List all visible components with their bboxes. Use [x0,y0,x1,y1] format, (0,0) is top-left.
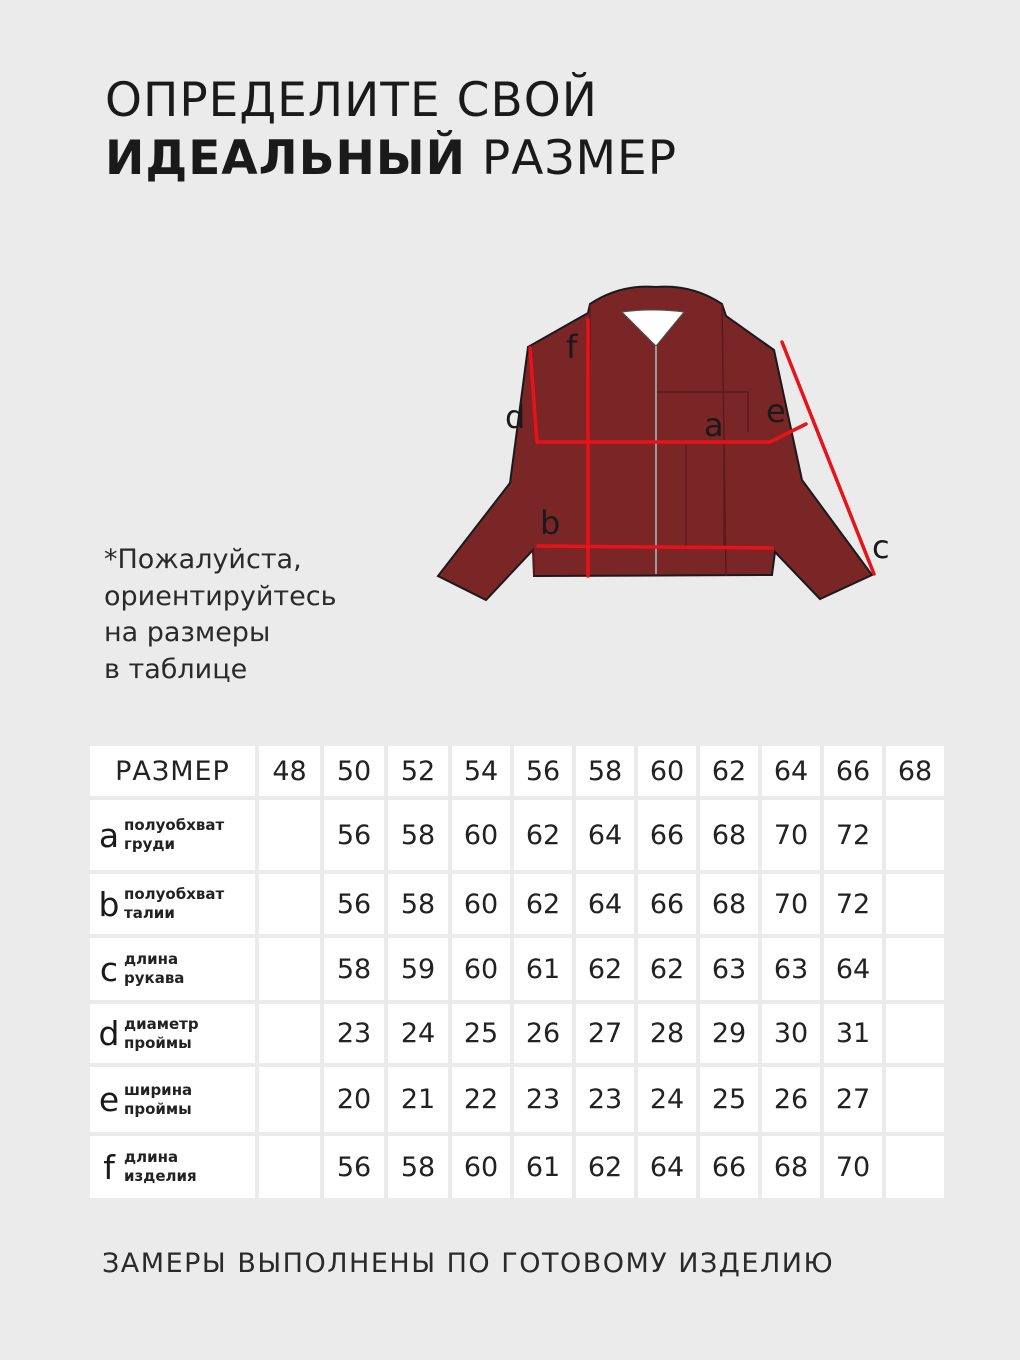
measurement-value-cell: 23 [576,1067,634,1132]
size-header-row [90,746,944,796]
note-line: ориентируйтесь [104,580,337,612]
measurement-value-cell: 62 [514,874,572,934]
measurement-value-cell [886,800,944,870]
measurement-letter: c [99,949,119,989]
measurement-value-cell: 23 [514,1067,572,1132]
measurement-value-cell: 64 [576,874,634,934]
measurement-value-cell: 66 [700,1136,758,1198]
measurement-value-cell [886,1004,944,1063]
measurement-value-cell: 58 [388,800,448,870]
size-header-cell: 60 [638,746,696,796]
measurement-letter: b [98,884,120,924]
measurement-value-cell: 56 [324,874,384,934]
measurement-value-cell: 61 [514,938,572,1000]
measurement-value-cell: 26 [762,1067,820,1132]
measurement-value-cell: 26 [514,1004,572,1063]
measurement-description-line: талии [124,904,175,922]
size-header-cell: 48 [259,746,320,796]
note-line: *Пожалуйста, [104,544,302,575]
measurement-value-cell: 58 [388,1136,448,1198]
measurement-value-cell: 56 [324,1136,384,1198]
measurement-label-cell [90,874,255,934]
measurement-value-cell [259,874,320,934]
measurement-row [90,800,944,870]
measurement-description-line: полуобхват [124,816,225,834]
size-header-cell: 52 [388,746,448,796]
measurement-value-cell: 28 [638,1004,696,1063]
measurement-letter: e [98,1080,120,1119]
measurement-description [124,1015,199,1053]
measurement-value-cell: 62 [576,1136,634,1198]
measurement-description [124,885,224,923]
size-header-cell: 64 [762,746,820,796]
jacket-diagram [430,280,910,610]
size-header-cell: 68 [886,746,944,796]
measurement-value-cell: 68 [700,874,758,934]
measurement-row [90,1004,944,1063]
measurement-description [124,816,224,854]
measurement-value-cell: 58 [388,874,448,934]
measurement-label-cell [90,800,255,870]
measurement-value-cell [259,938,320,1000]
measurement-description-line: груди [124,835,175,853]
measurement-value-cell: 56 [324,800,384,870]
measurement-value-cell: 23 [324,1004,384,1063]
measurement-value-cell: 72 [824,800,882,870]
measurement-value-cell: 66 [638,874,696,934]
measurement-value-cell: 63 [762,938,820,1000]
measurement-value-cell: 60 [452,874,510,934]
measurement-label-cell [90,1004,255,1063]
measurement-label-cell [90,1067,255,1132]
measurement-value-cell [886,874,944,934]
measurement-description [124,950,184,988]
measurement-value-cell: 27 [576,1004,634,1063]
measurement-value-cell: 60 [452,1136,510,1198]
measurement-letter: f [103,1147,115,1187]
measurement-value-cell [886,938,944,1000]
page-title [105,72,677,188]
measurement-row [90,938,944,1000]
measurement-description-line: проймы [124,1033,192,1052]
measurement-description-line: ширина [124,1080,193,1099]
measurement-value-cell [259,800,320,870]
measurement-row [90,1136,944,1198]
measurement-row [90,874,944,934]
measurement-description-line: длина [124,1148,179,1166]
measurement-description-line: длина [124,950,179,968]
measure-b [538,546,772,548]
measurement-value-cell: 60 [452,938,510,1000]
title-rest-word: РАЗМЕР [481,131,678,186]
size-table [86,742,948,1202]
measurement-description [124,1081,192,1119]
size-note [104,542,337,688]
measurement-value-cell: 68 [762,1136,820,1198]
measurement-value-cell: 30 [762,1004,820,1063]
label-a: a [704,406,724,444]
measurement-value-cell: 20 [324,1067,384,1132]
measurement-value-cell: 31 [824,1004,882,1063]
size-header-cell: 58 [576,746,634,796]
measurement-description-line: изделия [124,1167,197,1185]
measurement-row [90,1067,944,1132]
measurement-value-cell: 25 [452,1004,510,1063]
measurement-letter: d [98,1014,120,1053]
measurement-value-cell: 72 [824,874,882,934]
measurement-value-cell [259,1067,320,1132]
measurement-value-cell: 64 [824,938,882,1000]
measurement-value-cell: 61 [514,1136,572,1198]
title-bold-word: ИДЕАЛЬНЫЙ [105,131,466,186]
measurement-value-cell [886,1136,944,1198]
measurement-label-cell [90,938,255,1000]
measurement-value-cell [259,1004,320,1063]
title-line-1: ОПРЕДЕЛИТЕ СВОЙ [105,73,598,128]
size-header-cell: 54 [452,746,510,796]
measurement-value-cell: 70 [824,1136,882,1198]
label-e: e [766,392,786,430]
measurement-value-cell: 22 [452,1067,510,1132]
measurement-value-cell: 59 [388,938,448,1000]
footer-note: ЗАМЕРЫ ВЫПОЛНЕНЫ ПО ГОТОВОМУ ИЗДЕЛИЮ [102,1248,835,1279]
measurement-value-cell: 63 [700,938,758,1000]
note-line: на размеры [104,617,271,648]
measurement-value-cell: 64 [576,800,634,870]
measurement-description-line: полуобхват [124,885,225,903]
measurement-value-cell: 60 [452,800,510,870]
measurement-value-cell: 66 [638,800,696,870]
measurement-description-line: диаметр [124,1014,199,1033]
measurement-value-cell [886,1067,944,1132]
label-d: d [505,398,526,436]
measurement-value-cell: 62 [638,938,696,1000]
measurement-description-line: рукава [124,969,185,987]
measurement-value-cell: 24 [638,1067,696,1132]
size-header-cell: 66 [824,746,882,796]
size-header-cell: 56 [514,746,572,796]
size-header-cell: 50 [324,746,384,796]
label-b: b [540,504,561,542]
measurement-value-cell [259,1136,320,1198]
measurement-value-cell: 58 [324,938,384,1000]
measurement-value-cell: 68 [700,800,758,870]
measurement-value-cell: 27 [824,1067,882,1132]
measurement-value-cell: 70 [762,874,820,934]
measurement-value-cell: 64 [638,1136,696,1198]
note-line: в таблице [104,653,248,685]
measurement-value-cell: 25 [700,1067,758,1132]
label-c: c [872,528,890,566]
measurement-value-cell: 24 [388,1004,448,1063]
measurement-value-cell: 21 [388,1067,448,1132]
size-header-label: РАЗМЕР [90,746,255,796]
measurement-value-cell: 70 [762,800,820,870]
measurement-letter: a [98,815,120,855]
measurement-label-cell [90,1136,255,1198]
title-line-2 [105,130,677,188]
label-f: f [566,328,578,366]
measurement-value-cell: 62 [576,938,634,1000]
size-header-cell: 62 [700,746,758,796]
measurement-value-cell: 62 [514,800,572,870]
measurement-description [124,1148,197,1186]
measurement-description-line: проймы [124,1099,192,1118]
measurement-value-cell: 29 [700,1004,758,1063]
